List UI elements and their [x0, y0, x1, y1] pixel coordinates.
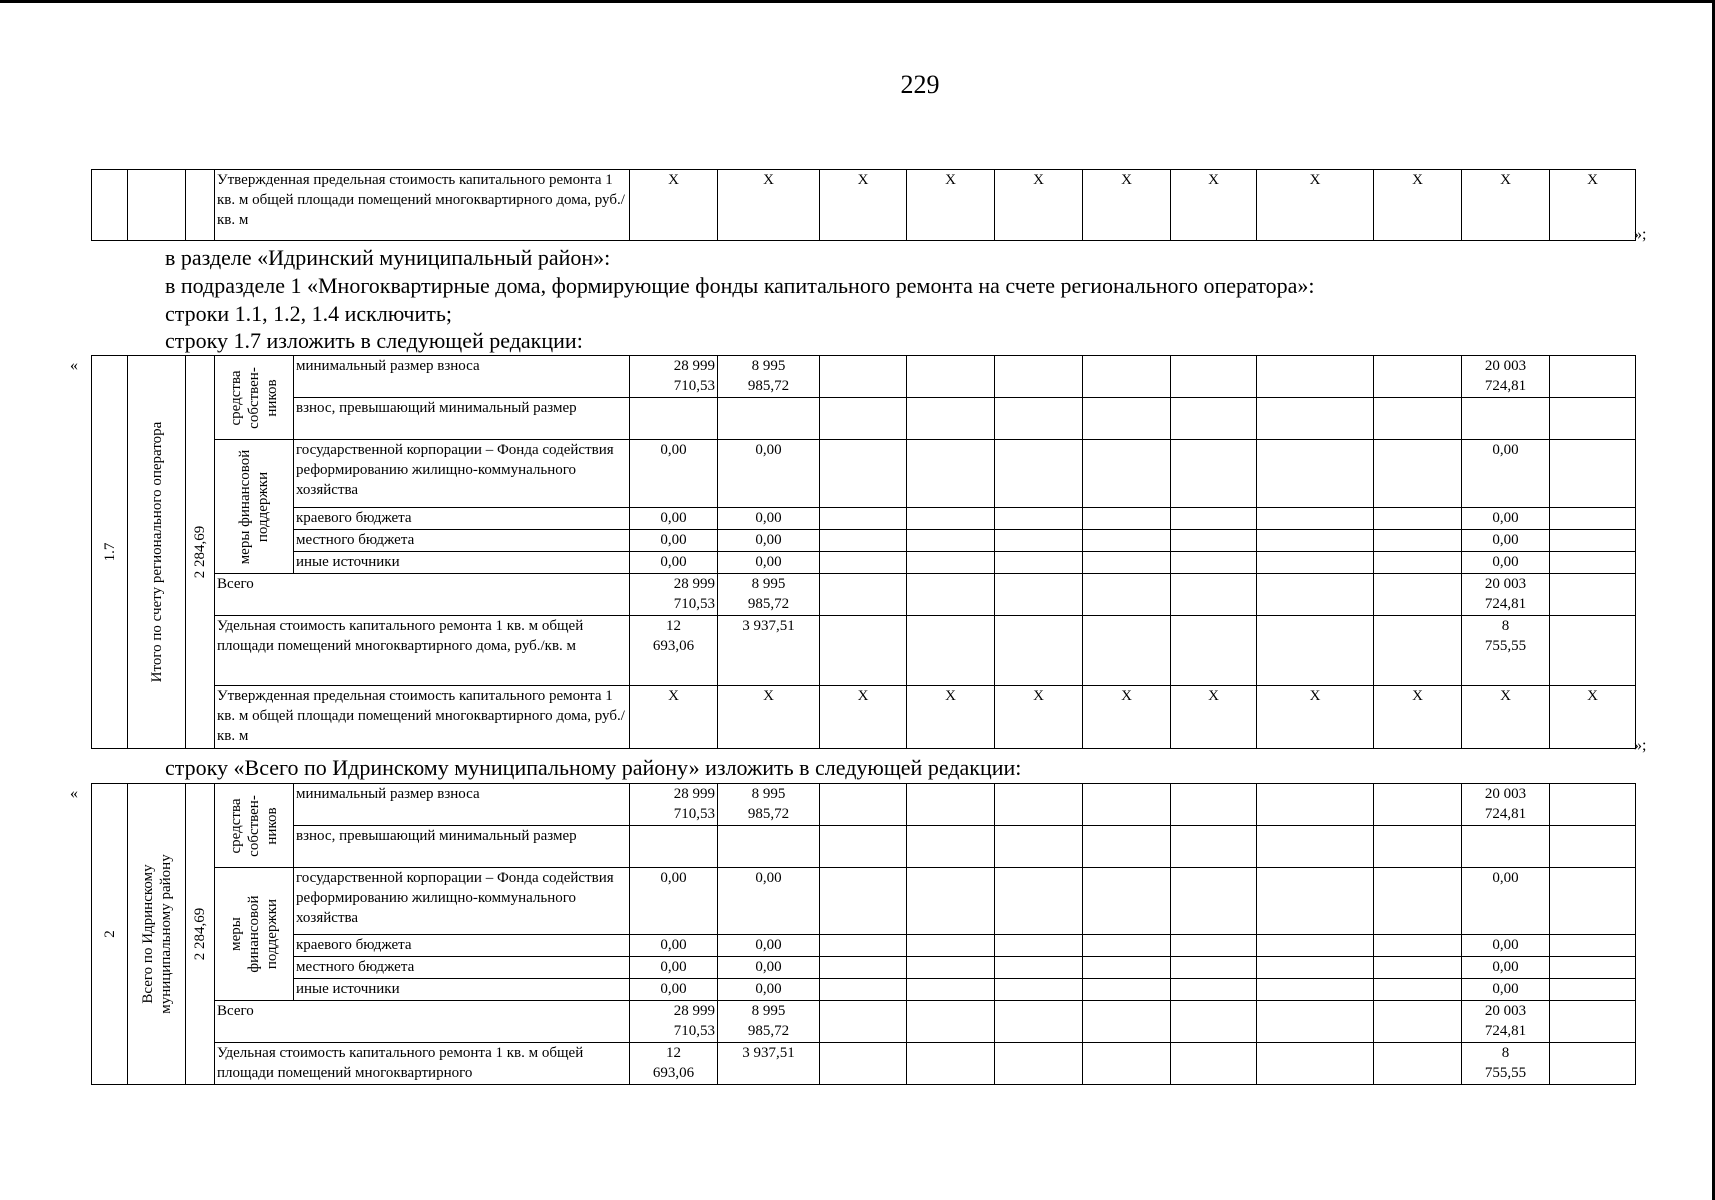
- empty-cell: [1257, 398, 1374, 440]
- x-mark: X: [1083, 170, 1171, 241]
- owners-funds-group: [215, 784, 294, 868]
- table-row: [92, 530, 1636, 552]
- total-label: Всего: [215, 574, 630, 616]
- value-cell: 12 693,06: [630, 616, 718, 686]
- empty-cell: [1550, 868, 1636, 935]
- empty-cell: [820, 356, 907, 398]
- paragraph-total-row: строку «Всего по Идринскому муниципальному району» изложить в следующей редакции:: [165, 755, 1022, 780]
- empty-cell: [907, 356, 995, 398]
- group-label: меры финансовой: [237, 449, 253, 564]
- table-row: [92, 398, 1636, 440]
- table-row: [92, 508, 1636, 530]
- empty-cell: [1374, 1001, 1462, 1043]
- table-row: [92, 784, 1636, 826]
- empty-cell: [1374, 957, 1462, 979]
- x-mark: X: [1462, 170, 1550, 241]
- page-number: 229: [900, 70, 940, 99]
- empty-cell: [1550, 1043, 1636, 1085]
- empty-cell: [995, 440, 1083, 508]
- empty-cell: [820, 616, 907, 686]
- row-name: Итого по счету регионального оператора: [148, 421, 165, 683]
- row-name-cell: [128, 356, 186, 749]
- x-mark: X: [1550, 170, 1636, 241]
- paragraph-section: в разделе «Идринский муниципальный район»:: [165, 245, 611, 270]
- empty-cell: [1550, 826, 1636, 868]
- table-row: [92, 957, 1636, 979]
- empty-cell: [718, 826, 820, 868]
- empty-cell: [995, 868, 1083, 935]
- empty-cell: [907, 826, 995, 868]
- empty-cell: [1171, 868, 1257, 935]
- empty-cell: [907, 552, 995, 574]
- empty-cell: [820, 957, 907, 979]
- empty-cell: [995, 826, 1083, 868]
- x-mark: X: [718, 170, 820, 241]
- empty-cell: [1257, 1001, 1374, 1043]
- value-cell: 0,00: [718, 508, 820, 530]
- financial-support-group: [215, 440, 294, 574]
- empty-cell: [820, 398, 907, 440]
- empty-cell: [1083, 957, 1171, 979]
- empty-cell: [995, 935, 1083, 957]
- empty-cell: [995, 508, 1083, 530]
- empty-cell: [820, 508, 907, 530]
- value-cell: 3 937,51: [718, 616, 820, 686]
- table-row: [92, 686, 1636, 749]
- empty-cell: [995, 1043, 1083, 1085]
- area-cell: [186, 356, 215, 749]
- value-cell: 0,00: [630, 979, 718, 1001]
- value-cell: 3 937,51: [718, 1043, 820, 1085]
- empty-cell: [907, 979, 995, 1001]
- empty-cell: [1257, 826, 1374, 868]
- empty-cell: [1257, 574, 1374, 616]
- row-number-cell: [92, 784, 128, 1085]
- empty-cell: [1374, 440, 1462, 508]
- empty-cell: [1374, 574, 1462, 616]
- x-mark: X: [1550, 686, 1636, 749]
- empty-cell: [1083, 868, 1171, 935]
- group-label: ников: [264, 378, 280, 417]
- x-mark: X: [630, 686, 718, 749]
- empty-cell: [1171, 616, 1257, 686]
- empty-cell: [1171, 1001, 1257, 1043]
- empty-cell: [1374, 398, 1462, 440]
- empty-cell: [820, 1001, 907, 1043]
- empty-cell: [820, 574, 907, 616]
- empty-cell: [907, 1043, 995, 1085]
- value-cell: 0,00: [718, 552, 820, 574]
- opening-quote: «: [70, 357, 78, 374]
- empty-cell: [1550, 784, 1636, 826]
- over-min-label: взнос, превышающий минимальный размер: [294, 826, 630, 868]
- empty-cell: [820, 552, 907, 574]
- empty-cell: [1083, 826, 1171, 868]
- empty-cell: [1462, 826, 1550, 868]
- owners-funds-group: [215, 356, 294, 440]
- group-label: поддержки: [264, 898, 280, 970]
- empty-cell: [1550, 508, 1636, 530]
- table-row: [92, 1001, 1636, 1043]
- table-row: [92, 574, 1636, 616]
- empty-cell: [820, 826, 907, 868]
- paragraph-row-1-7: строку 1.7 изложить в следующей редакции:: [165, 328, 583, 353]
- empty-cell: [1374, 935, 1462, 957]
- empty-cell: [907, 935, 995, 957]
- group-label: средства: [228, 370, 244, 426]
- empty-cell: [907, 398, 995, 440]
- value-cell: 0,00: [1462, 508, 1550, 530]
- closing-quote: »;: [1634, 737, 1647, 754]
- table-row: [92, 616, 1636, 686]
- empty-cell: [1550, 440, 1636, 508]
- x-mark: X: [907, 170, 995, 241]
- value-cell: 0,00: [630, 440, 718, 508]
- value-cell: 0,00: [718, 979, 820, 1001]
- empty-cell: [1171, 398, 1257, 440]
- x-mark: X: [995, 170, 1083, 241]
- empty-cell: [995, 957, 1083, 979]
- group-label: собствен-: [246, 366, 262, 429]
- empty-cell: [907, 574, 995, 616]
- opening-quote: «: [70, 785, 78, 802]
- empty-cell: [1550, 935, 1636, 957]
- closing-quote: »;: [1634, 226, 1647, 243]
- empty-cell: [820, 1043, 907, 1085]
- empty-cell: [907, 440, 995, 508]
- area-value: 2 284,69: [192, 525, 208, 579]
- table-row: [92, 552, 1636, 574]
- empty-cell: [820, 868, 907, 935]
- limit-cost-label: Утвержденная предельная стоимость капитального ремонта 1 кв. м общей площади помещений многоквартирного дома, руб./кв. м: [215, 170, 630, 241]
- table-row: [92, 440, 1636, 508]
- empty-cell: [995, 398, 1083, 440]
- empty-cell: [907, 868, 995, 935]
- paragraph-subsection: в подразделе 1 «Многоквартирные дома, формирующие фонды капитального ремонта на счете регионального оператора»:: [165, 273, 1315, 298]
- empty-cell: [1257, 957, 1374, 979]
- empty-cell: [1171, 552, 1257, 574]
- value-cell: 0,00: [1462, 530, 1550, 552]
- value-cell: 0,00: [1462, 552, 1550, 574]
- empty-cell: [1374, 1043, 1462, 1085]
- empty-cell: [820, 935, 907, 957]
- page-border-top: [0, 0, 1715, 3]
- empty-cell: [1257, 979, 1374, 1001]
- empty-cell: [1257, 935, 1374, 957]
- value-cell: 28 999 710,53: [630, 356, 718, 398]
- empty-cell: [907, 616, 995, 686]
- empty-cell: [1171, 574, 1257, 616]
- empty-cell: [1550, 574, 1636, 616]
- empty-cell: [1083, 784, 1171, 826]
- empty-cell: [1083, 440, 1171, 508]
- group-label: собствен-: [246, 794, 262, 857]
- empty-cell: [1374, 616, 1462, 686]
- local-budget-label: местного бюджета: [294, 530, 630, 552]
- value-cell: 0,00: [1462, 979, 1550, 1001]
- paragraph-exclude-rows: строки 1.1, 1.2, 1.4 исключить;: [165, 301, 453, 326]
- empty-cell: [1374, 868, 1462, 935]
- x-mark: X: [907, 686, 995, 749]
- value-cell: 28 999 710,53: [630, 1001, 718, 1043]
- value-cell: 0,00: [718, 868, 820, 935]
- group-label: меры: [228, 917, 244, 951]
- x-mark: X: [820, 686, 907, 749]
- area-cell: [186, 784, 215, 1085]
- empty-cell: [1083, 356, 1171, 398]
- value-cell: 20 003 724,81: [1462, 356, 1550, 398]
- local-budget-label: местного бюджета: [294, 957, 630, 979]
- other-sources-label: иные источники: [294, 552, 630, 574]
- unit-cost-label: Удельная стоимость капитального ремонта 1 кв. м общей площади помещений многоквартирного дома, руб./кв. м: [215, 616, 630, 686]
- empty-cell: [1171, 440, 1257, 508]
- empty-cell: [1550, 979, 1636, 1001]
- empty-cell: [995, 530, 1083, 552]
- empty-cell: [1550, 552, 1636, 574]
- area-value: 2 284,69: [192, 907, 208, 961]
- empty-cell: [1171, 935, 1257, 957]
- empty-cell: [1083, 530, 1171, 552]
- empty-cell: [630, 398, 718, 440]
- row-name-cell: [128, 784, 186, 1085]
- empty-cell: [1171, 957, 1257, 979]
- empty-cell: [1083, 1043, 1171, 1085]
- fund-label: государственной корпорации – Фонда содействия реформированию жилищно-коммунального хозяйства: [294, 440, 630, 508]
- value-cell: 0,00: [1462, 935, 1550, 957]
- group-label: средства: [228, 798, 244, 854]
- value-cell: 20 003 724,81: [1462, 784, 1550, 826]
- empty-cell: [1171, 530, 1257, 552]
- empty-cell: [907, 508, 995, 530]
- empty-cell: [1257, 616, 1374, 686]
- empty-cell: [907, 1001, 995, 1043]
- value-cell: 8 755,55: [1462, 1043, 1550, 1085]
- row-number-cell: [92, 356, 128, 749]
- empty-cell: [1257, 356, 1374, 398]
- value-cell: 0,00: [630, 552, 718, 574]
- total-label: Всего: [215, 1001, 630, 1043]
- top-continuation-table: [91, 169, 1636, 241]
- empty-cell: [1550, 1001, 1636, 1043]
- empty-cell: [1171, 784, 1257, 826]
- empty-cell: [995, 574, 1083, 616]
- empty-cell: [1171, 826, 1257, 868]
- value-cell: 12 693,06: [630, 1043, 718, 1085]
- empty-cell: [1083, 935, 1171, 957]
- value-cell: 0,00: [718, 935, 820, 957]
- empty-cell: [995, 552, 1083, 574]
- value-cell: 0,00: [630, 868, 718, 935]
- empty-cell: [1083, 398, 1171, 440]
- row-name: муниципальному району: [157, 854, 174, 1014]
- empty-cell: [1083, 616, 1171, 686]
- row-number: 2: [101, 930, 118, 938]
- value-cell: 8 995 985,72: [718, 1001, 820, 1043]
- table-row: [92, 935, 1636, 957]
- x-mark: X: [1374, 686, 1462, 749]
- value-cell: 0,00: [718, 530, 820, 552]
- empty-cell: [1171, 979, 1257, 1001]
- empty-cell: [820, 530, 907, 552]
- empty-cell: [995, 1001, 1083, 1043]
- value-cell: 8 995 985,72: [718, 784, 820, 826]
- table-row: [92, 979, 1636, 1001]
- empty-cell: [1374, 530, 1462, 552]
- empty-cell: [128, 170, 186, 241]
- x-mark: X: [1257, 686, 1374, 749]
- regional-budget-label: краевого бюджета: [294, 508, 630, 530]
- x-mark: X: [630, 170, 718, 241]
- empty-cell: [1083, 574, 1171, 616]
- empty-cell: [718, 398, 820, 440]
- empty-cell: [820, 440, 907, 508]
- empty-cell: [1257, 552, 1374, 574]
- group-label: финансовой: [246, 895, 262, 973]
- empty-cell: [1171, 356, 1257, 398]
- empty-cell: [186, 170, 215, 241]
- empty-cell: [1550, 957, 1636, 979]
- group-label: ников: [264, 806, 280, 845]
- unit-cost-label: Удельная стоимость капитального ремонта 1 кв. м общей площади помещений многоквартирного: [215, 1043, 630, 1085]
- other-sources-label: иные источники: [294, 979, 630, 1001]
- over-min-label: взнос, превышающий минимальный размер: [294, 398, 630, 440]
- empty-cell: [1257, 508, 1374, 530]
- empty-cell: [1550, 530, 1636, 552]
- empty-cell: [1374, 508, 1462, 530]
- value-cell: 20 003 724,81: [1462, 1001, 1550, 1043]
- group-label: поддержки: [255, 471, 271, 542]
- table-row: [92, 826, 1636, 868]
- value-cell: 28 999 710,53: [630, 784, 718, 826]
- empty-cell: [1374, 784, 1462, 826]
- value-cell: 20 003 724,81: [1462, 574, 1550, 616]
- table-row: [92, 356, 1636, 398]
- x-mark: X: [820, 170, 907, 241]
- value-cell: 0,00: [630, 957, 718, 979]
- value-cell: 0,00: [718, 440, 820, 508]
- empty-cell: [1257, 784, 1374, 826]
- limit-cost-label: Утвержденная предельная стоимость капитального ремонта 1 кв. м общей площади помещений многоквартирного дома, руб./кв. м: [215, 686, 630, 749]
- value-cell: 0,00: [1462, 440, 1550, 508]
- empty-cell: [1374, 356, 1462, 398]
- district-total-table: [91, 783, 1636, 1085]
- financial-support-group: [215, 868, 294, 1001]
- x-mark: X: [1171, 686, 1257, 749]
- empty-cell: [907, 784, 995, 826]
- value-cell: 0,00: [1462, 957, 1550, 979]
- empty-cell: [1462, 398, 1550, 440]
- empty-cell: [1083, 552, 1171, 574]
- empty-cell: [1374, 979, 1462, 1001]
- value-cell: 8 995 985,72: [718, 574, 820, 616]
- x-mark: X: [1462, 686, 1550, 749]
- table-row: [92, 868, 1636, 935]
- value-cell: 28 999 710,53: [630, 574, 718, 616]
- empty-cell: [995, 356, 1083, 398]
- empty-cell: [1257, 530, 1374, 552]
- empty-cell: [820, 784, 907, 826]
- empty-cell: [995, 616, 1083, 686]
- empty-cell: [1550, 616, 1636, 686]
- row-number: 1.7: [101, 542, 118, 562]
- empty-cell: [1550, 398, 1636, 440]
- empty-cell: [1257, 440, 1374, 508]
- empty-cell: [92, 170, 128, 241]
- value-cell: 8 755,55: [1462, 616, 1550, 686]
- x-mark: X: [1083, 686, 1171, 749]
- empty-cell: [1083, 979, 1171, 1001]
- value-cell: 0,00: [718, 957, 820, 979]
- empty-cell: [1083, 508, 1171, 530]
- x-mark: X: [995, 686, 1083, 749]
- empty-cell: [1374, 826, 1462, 868]
- empty-cell: [1257, 1043, 1374, 1085]
- x-mark: X: [1171, 170, 1257, 241]
- x-mark: X: [1374, 170, 1462, 241]
- x-mark: X: [1257, 170, 1374, 241]
- fund-label: государственной корпорации – Фонда содействия реформированию жилищно-коммунального хозяйства: [294, 868, 630, 935]
- row-1-7-table: [91, 355, 1636, 749]
- table-row: [92, 1043, 1636, 1085]
- empty-cell: [630, 826, 718, 868]
- table-row: [92, 170, 1636, 241]
- empty-cell: [907, 957, 995, 979]
- empty-cell: [1257, 868, 1374, 935]
- min-fee-label: минимальный размер взноса: [294, 356, 630, 398]
- min-fee-label: минимальный размер взноса: [294, 784, 630, 826]
- value-cell: 0,00: [630, 508, 718, 530]
- empty-cell: [995, 784, 1083, 826]
- row-name: Всего по Идринскому: [139, 864, 156, 1004]
- value-cell: 0,00: [630, 530, 718, 552]
- empty-cell: [907, 530, 995, 552]
- regional-budget-label: краевого бюджета: [294, 935, 630, 957]
- value-cell: 0,00: [1462, 868, 1550, 935]
- empty-cell: [1171, 508, 1257, 530]
- empty-cell: [1083, 1001, 1171, 1043]
- empty-cell: [995, 979, 1083, 1001]
- value-cell: 0,00: [630, 935, 718, 957]
- empty-cell: [1550, 356, 1636, 398]
- value-cell: 8 995 985,72: [718, 356, 820, 398]
- empty-cell: [1374, 552, 1462, 574]
- empty-cell: [1171, 1043, 1257, 1085]
- empty-cell: [820, 979, 907, 1001]
- x-mark: X: [718, 686, 820, 749]
